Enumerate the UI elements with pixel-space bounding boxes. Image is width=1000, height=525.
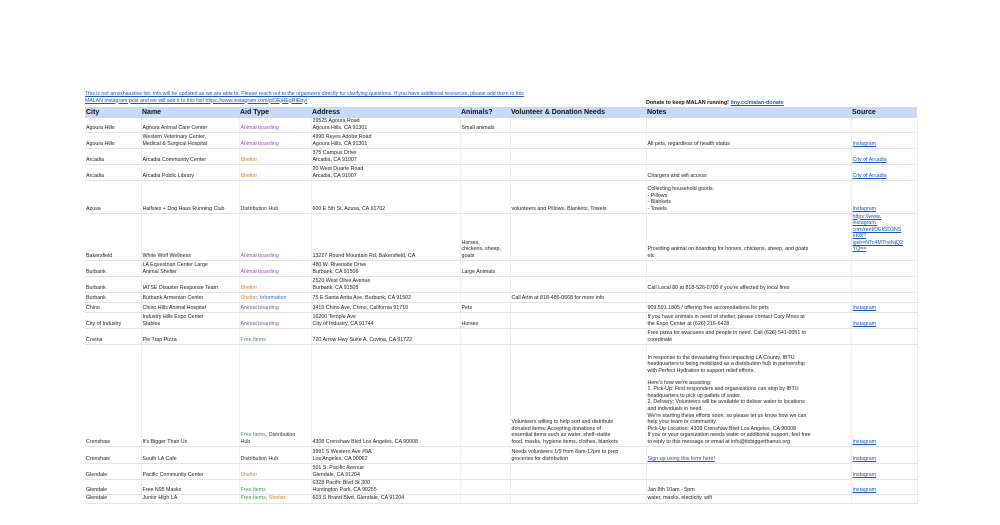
cell-source[interactable]: City of Arcadia xyxy=(851,148,917,164)
cell-address[interactable]: 3415 Chino Ave, Chino, California 91710 xyxy=(311,302,460,312)
intro-note[interactable] xyxy=(85,91,646,107)
header-address[interactable]: Address xyxy=(311,107,460,118)
cell-animals[interactable] xyxy=(460,213,510,260)
header-city[interactable]: City xyxy=(85,107,141,118)
animals-line: goats xyxy=(461,252,475,259)
cell-notes[interactable]: water, masks, electicity, wifi xyxy=(646,494,851,503)
notes-line: 1. Pick-Up: First responders and organizations can stop by IBTU xyxy=(647,386,799,393)
cell-aid-type[interactable]: Shelter xyxy=(239,148,311,164)
header-row xyxy=(85,107,917,118)
cell-notes[interactable] xyxy=(646,260,851,276)
cell-source[interactable] xyxy=(851,276,917,292)
cell-volunteer[interactable] xyxy=(510,479,646,494)
name-line: LA Equestrian Center Large xyxy=(142,262,208,269)
cell-city[interactable]: Crenshaw xyxy=(85,344,141,446)
cell-city[interactable]: Crenshaw xyxy=(85,446,141,463)
cell-notes[interactable] xyxy=(646,180,851,213)
cell-address[interactable] xyxy=(311,463,460,479)
cell-animals[interactable] xyxy=(460,446,510,463)
cell-source[interactable]: Instagram xyxy=(851,446,917,463)
cell-address[interactable]: 720 Arrow Hwy Suite A, Covina, CA 91722 xyxy=(311,328,460,344)
cell-aid-type[interactable]: Animal boarding xyxy=(239,213,311,260)
cell-notes[interactable] xyxy=(646,292,851,302)
cell-address[interactable] xyxy=(311,446,460,463)
notes-line: and individuals in need. xyxy=(647,405,703,412)
cell-city[interactable]: Chino xyxy=(85,302,141,312)
cell-animals[interactable]: Large Animals xyxy=(460,260,510,276)
cell-animals[interactable] xyxy=(460,494,510,503)
notes-line: If you or your organization needs water or additional support, feel free xyxy=(647,432,811,439)
cell-notes[interactable] xyxy=(646,118,851,132)
cell-aid-type[interactable]: Free Items, Distribution Hub xyxy=(239,344,311,446)
spreadsheet xyxy=(85,91,917,504)
source-line: YQ== xyxy=(852,246,867,253)
cell-address[interactable] xyxy=(311,479,460,494)
header-aid-type[interactable]: Aid Type xyxy=(239,107,311,118)
cell-notes[interactable] xyxy=(646,463,851,479)
cell-volunteer[interactable] xyxy=(510,344,646,446)
volunteer-line: donated items. Accepting donations of xyxy=(511,425,602,432)
cell-animals[interactable] xyxy=(460,132,510,148)
cell-city[interactable]: Agoura Hills xyxy=(85,132,141,148)
table-row xyxy=(85,312,917,328)
cell-notes[interactable] xyxy=(646,312,851,328)
cell-animals[interactable] xyxy=(460,164,510,180)
cell-volunteer[interactable]: Call Artin at 818-486-0668 for more info xyxy=(510,292,646,302)
cell-animals[interactable]: Pets xyxy=(460,302,510,312)
address-line: Agoura Hills, CA 91301 xyxy=(312,124,368,131)
cell-name[interactable]: Arcadia Community Center xyxy=(141,148,239,164)
cell-volunteer[interactable] xyxy=(510,148,646,164)
cell-aid-type[interactable]: Shelter xyxy=(239,164,311,180)
source-line: eK8/? xyxy=(852,233,867,240)
notes-line: to reply to this message or email at info@itsbiggerthanus.org xyxy=(647,438,791,445)
table-row xyxy=(85,148,917,164)
notes-line: - Blankets xyxy=(647,199,672,206)
cell-notes[interactable]: Call Local 80 at 818-526-0700 if you're affected by local fires xyxy=(646,276,851,292)
cell-name[interactable]: Pacific Community Center xyxy=(141,463,239,479)
cell-aid-type[interactable]: Shelter xyxy=(239,276,311,292)
cell-volunteer[interactable] xyxy=(510,463,646,479)
table-row xyxy=(85,302,917,312)
cell-source[interactable] xyxy=(851,260,917,276)
cell-address[interactable]: 600 E 5th St, Azusa, CA 91702 xyxy=(311,180,460,213)
cell-source[interactable] xyxy=(851,494,917,503)
cell-animals[interactable] xyxy=(460,479,510,494)
aid-tag-shelter: Shelter xyxy=(268,494,286,501)
animals-line: chickens, sheep, xyxy=(461,246,501,253)
table-row xyxy=(85,132,917,148)
cell-city[interactable]: Covina xyxy=(85,328,141,344)
table-row xyxy=(85,328,917,344)
source-line: https://www. xyxy=(852,213,882,220)
cell-city[interactable]: Bakersfield xyxy=(85,213,141,260)
cell-animals[interactable]: Small animals xyxy=(460,118,510,132)
cell-address[interactable]: 13227 Round Mountain Rd, Bakersfield, CA xyxy=(311,213,460,260)
address-line: Burbank, CA 91506 xyxy=(312,268,359,275)
address-line: 4990 Reyes Adobe Road xyxy=(312,134,372,141)
cell-volunteer[interactable] xyxy=(510,260,646,276)
cell-address[interactable]: 603 S Brand Blvd, Glendale, CA 91204 xyxy=(311,494,460,503)
cell-city[interactable]: Burbank xyxy=(85,276,141,292)
cell-city[interactable]: Glendale xyxy=(85,479,141,494)
cell-volunteer[interactable] xyxy=(510,312,646,328)
table-row xyxy=(85,276,917,292)
notes-line: Pick-Up Location: 4308 Crenshaw Blvd Los Angeles, CA 90008 xyxy=(647,425,796,432)
address-line: 3991 S Western Ave #9A xyxy=(312,449,372,456)
cell-notes[interactable]: All pets, regardless of health status xyxy=(646,132,851,148)
cell-address[interactable]: 75 E Santa Anita Ave, Burbank, CA 91502 xyxy=(311,292,460,302)
donate-link[interactable]: tiny.cc/malan-donate xyxy=(730,100,784,106)
cell-aid-type[interactable]: Shelter xyxy=(239,463,311,479)
cell-volunteer[interactable] xyxy=(510,213,646,260)
cell-notes[interactable] xyxy=(646,344,851,446)
cell-volunteer[interactable] xyxy=(510,328,646,344)
cell-name[interactable]: South LA Cafe xyxy=(141,446,239,463)
notes-line: We're starting these efforts soon, so please let us know how we can xyxy=(647,412,807,419)
notes-line: - Pillows xyxy=(647,192,668,199)
intro-row xyxy=(85,91,917,107)
aid-tag-hub: Hub xyxy=(240,438,251,445)
cell-source[interactable]: Instagram xyxy=(851,479,917,494)
cell-address[interactable]: 4308 Crenshaw Blvd Los Angeles, CA 90008 xyxy=(311,344,460,446)
cell-source[interactable] xyxy=(851,328,917,344)
address-line: Burbank, CA 91505 xyxy=(312,284,359,291)
address-line: 29525 Agoura Road xyxy=(312,118,360,125)
cell-name[interactable]: Arcadia Public Library xyxy=(141,164,239,180)
cell-volunteer[interactable] xyxy=(510,164,646,180)
source-line: com/reel/DEk5D3NS xyxy=(852,226,902,233)
table-row xyxy=(85,213,917,260)
cell-name[interactable]: Agoura Animal Care Center xyxy=(141,118,239,132)
cell-address[interactable] xyxy=(311,312,460,328)
cell-address[interactable] xyxy=(311,260,460,276)
address-line: Arcadia, CA 91007 xyxy=(312,156,357,163)
volunteer-line: Volunteers willing to help sort and distribute xyxy=(511,419,614,426)
address-line: 6328 Pacific Blvd St 300 xyxy=(312,480,370,487)
notes-line: - Towels xyxy=(647,205,667,212)
table-row xyxy=(85,479,917,494)
cell-address[interactable] xyxy=(311,132,460,148)
aid-tag-distribution: Distribution xyxy=(268,432,296,439)
source-line: instagram. xyxy=(852,220,878,227)
cell-city[interactable]: Glendale xyxy=(85,463,141,479)
cell-aid-type[interactable]: Free Items xyxy=(239,328,311,344)
aid-tag-free-items: Free Items xyxy=(240,432,266,439)
table-row xyxy=(85,494,917,503)
notes-line: etc xyxy=(647,252,655,259)
cell-name[interactable]: It's Bigger Than Us xyxy=(141,344,239,446)
header-source[interactable]: Source xyxy=(851,107,917,118)
cell-name[interactable] xyxy=(141,312,239,328)
notes-line: headquarters is being mobilized as a distribution hub in partnership xyxy=(647,361,805,368)
cell-city[interactable]: Azusa xyxy=(85,180,141,213)
donate-note xyxy=(646,91,784,107)
table-row xyxy=(85,446,917,463)
notes-line: 2. Delivery: Volunteers will be available to deliver water to locations xyxy=(647,399,805,406)
cell-aid-type[interactable]: Distribution Hub xyxy=(239,446,311,463)
table-row xyxy=(85,292,917,302)
notes-line: If you have animals in need of shelter, please contact Cory Moss at xyxy=(647,314,805,321)
notes-line: In response to the devastating fires impacting LA County, IBTU xyxy=(647,354,795,361)
cell-notes[interactable] xyxy=(646,328,851,344)
cell-source[interactable] xyxy=(851,292,917,302)
cell-notes[interactable] xyxy=(646,148,851,164)
notes-line: Free pizza for evacuees and people in need. Call (626) 541-0051 to xyxy=(647,330,807,337)
address-line: Glendale, CA 91204 xyxy=(312,471,360,478)
cell-aid-type[interactable]: Shelter, Information xyxy=(239,292,311,302)
volunteer-line: Needs volunteers 1/9 from 8am-12pm to prep xyxy=(511,449,619,456)
cell-aid-type[interactable]: Free Items xyxy=(239,479,311,494)
notes-line: coordinate xyxy=(647,336,673,343)
cell-volunteer[interactable]: volunteers and Pillows, Blankets, Towels xyxy=(510,180,646,213)
cell-name[interactable]: Junior High LA xyxy=(141,494,239,503)
address-line: Arcadia, CA 91007 xyxy=(312,172,357,179)
table-row xyxy=(85,344,917,446)
name-line: Western Veterinary Center, xyxy=(142,134,206,141)
cell-city[interactable]: Arcadia xyxy=(85,148,141,164)
source-line: igsh=NTc4MTheNjQ2 xyxy=(852,239,903,246)
cell-aid-type[interactable]: Animal boarding xyxy=(239,118,311,132)
cell-source[interactable]: Instagram xyxy=(851,132,917,148)
cell-address[interactable] xyxy=(311,148,460,164)
aid-tag-free-items: Free Items xyxy=(240,494,266,501)
cell-animals[interactable] xyxy=(460,344,510,446)
cell-aid-type[interactable]: Animal boarding xyxy=(239,302,311,312)
cell-address[interactable] xyxy=(311,164,460,180)
volunteer-line: groceries for distribution xyxy=(511,455,569,462)
cell-volunteer[interactable] xyxy=(510,118,646,132)
header-volunteer[interactable]: Volunteer & Donation Needs xyxy=(510,107,646,118)
address-line: Los Angeles, CA 90062 xyxy=(312,455,368,462)
aid-tag-shelter: Shelter xyxy=(240,294,257,301)
cell-volunteer[interactable] xyxy=(510,446,646,463)
cell-source[interactable]: Instagram xyxy=(851,180,917,213)
animals-line: Horses, xyxy=(461,239,480,246)
cell-source[interactable]: Instagram xyxy=(851,463,917,479)
notes-line: Collecting household goods: xyxy=(647,186,715,193)
cell-aid-type[interactable]: Free Items, Shelter xyxy=(239,494,311,503)
cell-name[interactable]: Free N95 Masks xyxy=(141,479,239,494)
table-row xyxy=(85,260,917,276)
cell-volunteer[interactable] xyxy=(510,132,646,148)
intro-line-1: This is not an exhaustive list. Info will be updated as we are able to. Please reach out to the organizers directly for clarifying questions. If you have additional resources, please add them to this xyxy=(85,91,524,97)
cell-notes[interactable]: Chargers and wifi access xyxy=(646,164,851,180)
cell-volunteer[interactable] xyxy=(510,276,646,292)
cell-animals[interactable] xyxy=(460,148,510,164)
notes-line: help your team or community. xyxy=(647,419,717,426)
cell-city[interactable]: City of Industry xyxy=(85,312,141,328)
cell-aid-type[interactable]: Animal boarding xyxy=(239,312,311,328)
cell-name[interactable]: Pie Trap Pizza xyxy=(141,328,239,344)
notes-line: Providing animal on boarding for horses, chickens, sheep, and goats xyxy=(647,246,809,253)
cell-address[interactable] xyxy=(311,118,460,132)
cell-aid-type[interactable]: Animal boarding xyxy=(239,132,311,148)
cell-source[interactable]: Instagram xyxy=(851,344,917,446)
cell-notes[interactable]: Jan 8th 10am - 5pm xyxy=(646,479,851,494)
cell-notes[interactable]: Sign up using this form here! xyxy=(646,446,851,463)
table-row xyxy=(85,118,917,132)
address-line: 20 West Duarte Road xyxy=(312,166,364,173)
cell-aid-type[interactable]: Distribution Hub xyxy=(239,180,311,213)
cell-animals[interactable] xyxy=(460,292,510,302)
address-line: 480 W. Riverside Drive xyxy=(312,262,367,269)
cell-source[interactable]: City of Arcadia xyxy=(851,164,917,180)
name-line: Stables xyxy=(142,320,161,327)
address-line: 501 S. Pacific Avenue xyxy=(312,465,364,472)
cell-city[interactable]: Glendale xyxy=(85,494,141,503)
cell-name[interactable] xyxy=(141,260,239,276)
intro-line-2: MALAN Instagram post and we will add it to this list! https://www.instagram.com/p/DEjHEgRIEby/ xyxy=(85,97,308,104)
cell-city[interactable]: Burbank xyxy=(85,260,141,276)
aid-tag-information: Information xyxy=(259,294,287,301)
name-line: Industry Hills Expo Center xyxy=(142,314,204,321)
name-line: Medical & Surgical Hospital xyxy=(142,140,207,147)
cell-animals[interactable] xyxy=(460,328,510,344)
cell-name[interactable]: Burbank Armenian Center xyxy=(141,292,239,302)
header-animals[interactable]: Animals? xyxy=(460,107,510,118)
cell-volunteer[interactable] xyxy=(510,494,646,503)
cell-name[interactable]: Halfsies + Dog Haus Running Club xyxy=(141,180,239,213)
table-row xyxy=(85,164,917,180)
address-line: Huntington Park, CA 90255 xyxy=(312,486,377,493)
cell-city[interactable]: Arcadia xyxy=(85,164,141,180)
cell-name[interactable]: White Wolf Wellness xyxy=(141,213,239,260)
cell-name[interactable]: IATSE Disaster Response Team xyxy=(141,276,239,292)
cell-city[interactable]: Burbank xyxy=(85,292,141,302)
cell-animals[interactable]: Horses xyxy=(460,312,510,328)
address-line: 375 Campus Drive xyxy=(312,150,357,157)
notes-line: Here's how we're assisting: xyxy=(647,379,712,386)
cell-name[interactable]: Chino Hills Animal Hospital xyxy=(141,302,239,312)
cell-name[interactable] xyxy=(141,132,239,148)
cell-aid-type[interactable]: Animal boarding xyxy=(239,260,311,276)
cell-source[interactable] xyxy=(851,213,917,260)
address-line: 2520 West Olive Avenue xyxy=(312,278,371,285)
cell-animals[interactable] xyxy=(460,180,510,213)
cell-animals[interactable] xyxy=(460,276,510,292)
notes-line: with Perfect Hydration to support relief efforts. xyxy=(647,367,755,374)
address-line: 16200 Temple Ave xyxy=(312,314,356,321)
table-row xyxy=(85,463,917,479)
header-notes[interactable]: Notes xyxy=(646,107,851,118)
volunteer-line: essential items such as water, shelf-stable xyxy=(511,432,611,439)
name-line: Animal Shelter xyxy=(142,268,177,275)
address-line: City of Industry, CA 91744 xyxy=(312,320,374,327)
notes-line: headquarters to pick up pallets of water. xyxy=(647,392,742,399)
notes-line: the Expo Center at (626) 216-6428 xyxy=(647,320,730,327)
table-row xyxy=(85,180,917,213)
cell-volunteer[interactable] xyxy=(510,302,646,312)
cell-notes[interactable]: 909.591.1805 / offering free accomodations for pets xyxy=(646,302,851,312)
header-name[interactable]: Name xyxy=(141,107,239,118)
donate-label: Donate to keep MALAN running! xyxy=(646,100,729,106)
cell-city[interactable]: Agoura Hills xyxy=(85,118,141,132)
cell-source[interactable]: Instagram xyxy=(851,312,917,328)
cell-address[interactable] xyxy=(311,276,460,292)
cell-animals[interactable] xyxy=(460,463,510,479)
cell-source[interactable] xyxy=(851,118,917,132)
cell-notes[interactable] xyxy=(646,213,851,260)
cell-source[interactable]: Instagram xyxy=(851,302,917,312)
resource-table xyxy=(85,107,918,504)
address-line: Agoura Hills, CA 91301 xyxy=(312,140,368,147)
volunteer-line: food, masks, hygiene items, clothes, blankets xyxy=(511,438,619,445)
